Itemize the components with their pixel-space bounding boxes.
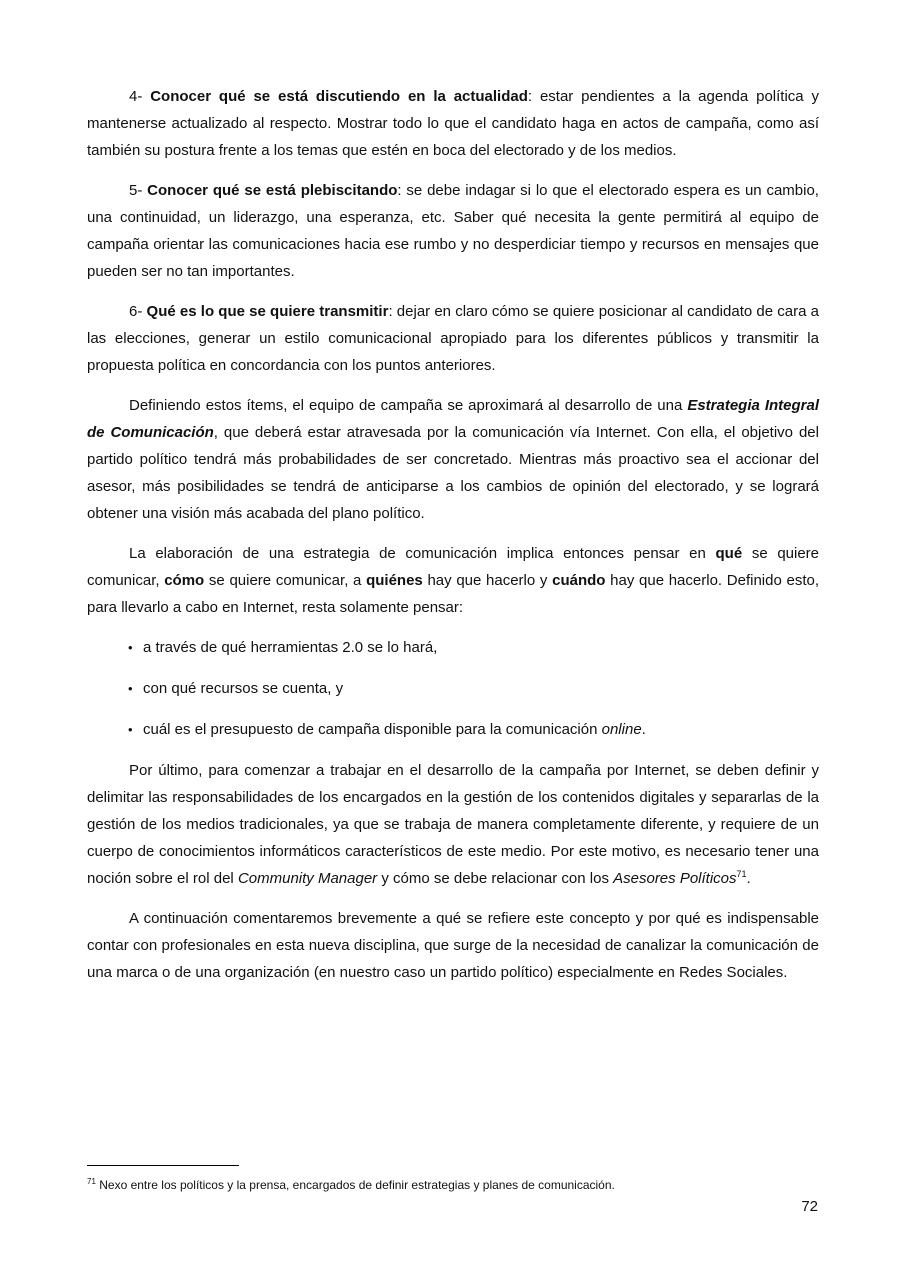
text-run: , que deberá estar atravesada por la comunicación vía Internet. Con ella, el objetivo del partido político tendrá más probabilidades de ser concretado. Mientras más proactivo sea el accionar del asesor, más posibilidades se tendrá de anticiparse a los cambios de opinión del electorado, y se logrará obtener una visión más acabada del plano político. — [87, 424, 819, 522]
text-run: cuál es el presupuesto de campaña disponible para la comunicación — [143, 721, 602, 738]
text-run: se quiere comunicar, — [87, 545, 820, 589]
text-run: y cómo se debe relacionar con los — [377, 870, 614, 887]
text-run: . — [641, 721, 646, 738]
item-number: 6- — [129, 303, 147, 320]
paragraph-item-5 — [87, 177, 819, 285]
paragraph-item-4 — [87, 83, 819, 164]
emphasis-quienes: quiénes — [366, 572, 423, 589]
item-number: 4- — [129, 88, 151, 105]
text-run: Por último, para comenzar a trabajar en el desarrollo de la campaña por Internet, se deben definir y delimitar las responsabilidades de los encargados en la gestión de los contenidos digitales y separarlas de la gestión de los medios tradicionales, ya que se trabaja de manera completamente diferente, y requiere de un cuerpo de conocimientos informáticos característicos de este medio. Por este motivo, es necesario tener una noción sobre el rol del — [87, 762, 819, 887]
footnote — [87, 1177, 615, 1193]
paragraph-strategy — [87, 392, 819, 527]
body-text — [87, 83, 819, 999]
item-heading: Conocer qué se está plebiscitando — [147, 182, 398, 199]
list-item: • con qué recursos se cuenta, y — [87, 675, 819, 702]
strategy-term: Estrategia Integral de Comunicación — [87, 397, 819, 441]
list-item — [87, 716, 819, 743]
item-text: : se debe indagar si lo que el electorado espera es un cambio, una continuidad, un liderazgo, una esperanza, etc. Saber qué necesita la gente permitirá al equipo de campaña orientar las comunicaciones hacia ese rumbo y no desperdiciar tiempo y recursos en mensajes que pueden ser no tan importantes. — [87, 182, 819, 280]
text-run: hay que hacerlo y — [422, 572, 553, 589]
emphasis-como: cómo — [164, 572, 205, 589]
footnote-divider — [87, 1165, 239, 1166]
footnote-number: 71 — [87, 1177, 96, 1186]
bullet-list — [87, 634, 819, 743]
page-number: 72 — [801, 1198, 818, 1215]
online-term: online — [601, 721, 642, 738]
list-item: • a través de qué herramientas 2.0 se lo hará, — [87, 634, 819, 661]
item-number: 5- — [129, 182, 148, 199]
item-heading: Qué es lo que se quiere transmitir — [146, 303, 389, 320]
item-text: : dejar en claro cómo se quiere posicionar al candidato de cara a las elecciones, generar un estilo comunicacional apropiado para los diferentes públicos y transmitir la propuesta política en concordancia con los puntos anteriores. — [87, 303, 819, 374]
asesores-politicos-term: Asesores Políticos — [613, 870, 737, 887]
text-run: . — [746, 870, 751, 887]
text-run: Definiendo estos ítems, el equipo de campaña se aproximará al desarrollo de una — [129, 397, 688, 414]
item-heading: Conocer qué se está discutiendo en la actualidad — [150, 88, 528, 105]
paragraph-elaboration — [87, 540, 819, 621]
footnote-text: Nexo entre los políticos y la prensa, encargados de definir estrategias y planes de comunicación. — [95, 1178, 615, 1192]
paragraph-responsibilities — [87, 757, 819, 892]
item-text: : estar pendientes a la agenda política y mantenerse actualizado al respecto. Mostrar todo lo que el candidato haga en actos de campaña, como así también su postura frente a los temas que estén en boca del electorado y de los medios. — [87, 88, 820, 159]
text-run: La elaboración de una estrategia de comunicación implica entonces pensar en — [129, 545, 716, 562]
paragraph-item-6 — [87, 298, 819, 379]
text-run: hay que hacerlo. Definido esto, para llevarlo a cabo en Internet, resta solamente pensar: — [87, 572, 820, 616]
community-manager-term: Community Manager — [237, 870, 378, 887]
footnote-reference[interactable]: 71 — [736, 869, 747, 879]
emphasis-cuando: cuándo — [552, 572, 606, 589]
text-run: se quiere comunicar, a — [204, 572, 367, 589]
emphasis-que: qué — [715, 545, 743, 562]
paragraph-continuation: A continuación comentaremos brevemente a qué se refiere este concepto y por qué es indispensable contar con profesionales en esta nueva disciplina, que surge de la necesidad de canalizar la comunicación de una marca o de una organización (en nuestro caso un partido político) especialmente en Redes Sociales. — [87, 910, 819, 981]
